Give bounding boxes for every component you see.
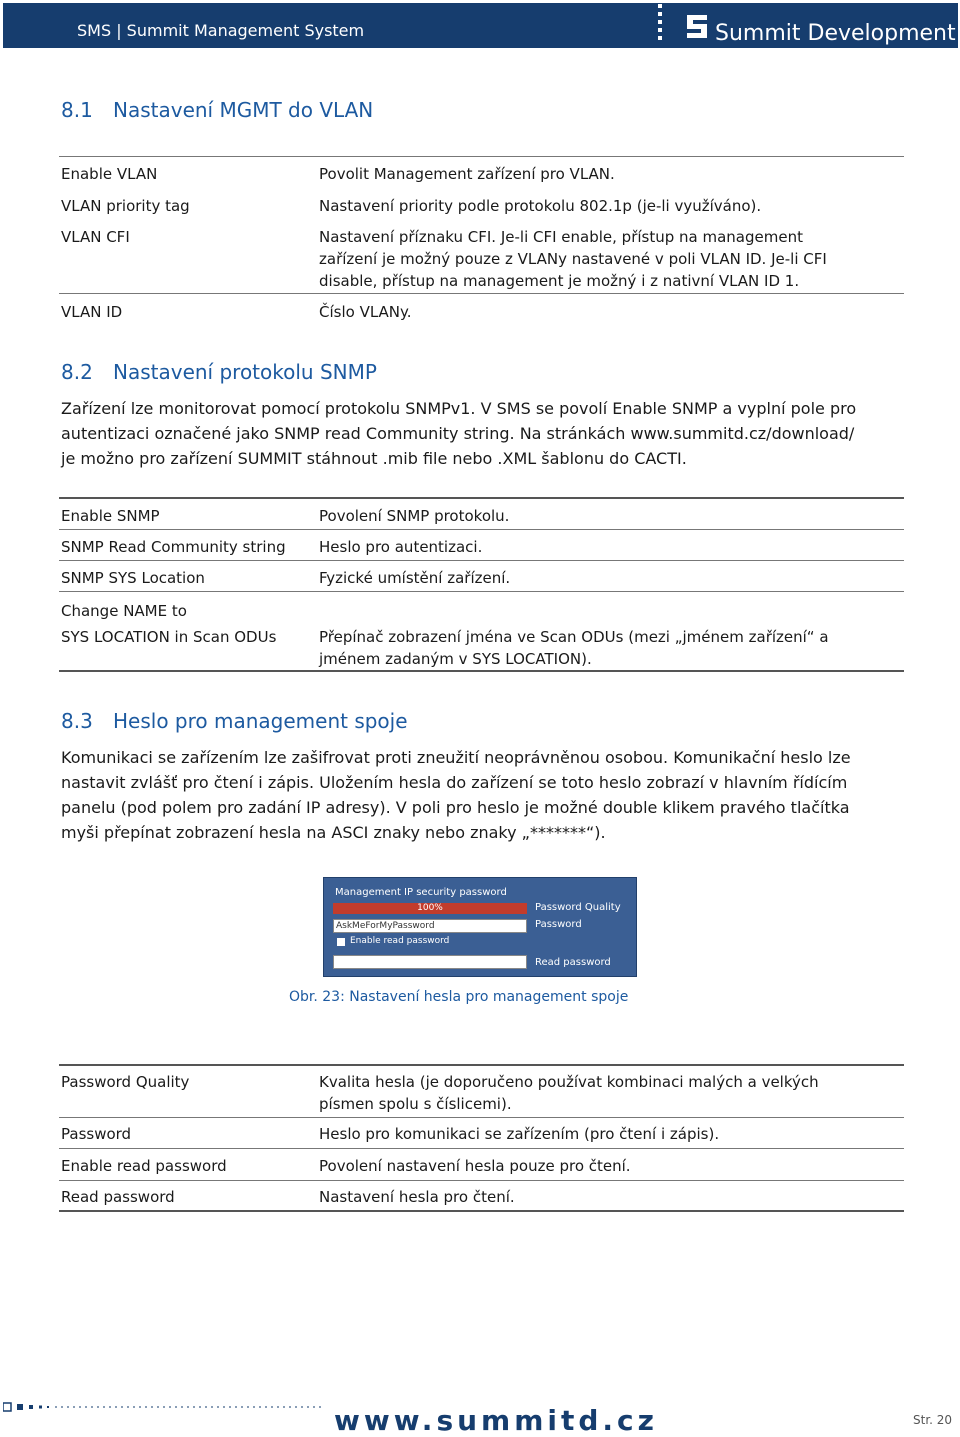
enable-read-password-checkbox[interactable] (337, 938, 345, 946)
row-key: Password (61, 1125, 132, 1143)
row-value-line: disable, přístup na management je možný i z nativní VLAN ID 1. (319, 272, 800, 290)
paragraph-line: Zařízení lze monitorovat pomocí protokolu SNMPv1. V SMS se povolí Enable SNMP a vyplní pole pro (61, 399, 857, 418)
section-8-3-heading (61, 709, 408, 733)
password-label: Password (535, 919, 582, 930)
paragraph-line: panelu (pod polem pro zadání IP adresy). V poli pro heslo je možné double klikem pravého tlačítka (61, 798, 850, 817)
row-value: Povolení SNMP protokolu. (319, 507, 510, 525)
row-value-line: Nastavení příznaku CFI. Je-li CFI enable, přístup na management (319, 228, 803, 246)
section-title: Nastavení protokolu SNMP (113, 360, 377, 384)
section-8-1-heading (61, 98, 373, 122)
paragraph-line: je možno pro zařízení SUMMIT stáhnout .mib file nebo .XML šablonu do CACTI. (61, 449, 687, 468)
row-key: VLAN CFI (61, 228, 130, 246)
paragraph-line: myši přepínat zobrazení hesla na ASCI znaky nebo znaky „*******“). (61, 823, 606, 842)
row-key (61, 600, 276, 648)
page-number: Str. 20 (913, 1413, 953, 1427)
page-header (3, 3, 958, 48)
row-key: Read password (61, 1188, 175, 1206)
read-password-label: Read password (535, 957, 611, 968)
section-8-2-heading (61, 360, 377, 384)
paragraph-line: autentizaci označené jako SNMP read Community string. Na stránkách www.summitd.cz/download/ (61, 424, 855, 443)
row-value: Nastavení priority podle protokolu 802.1p (je-li využíváno). (319, 197, 762, 215)
row-value-line: Kvalita hesla (je doporučeno používat kombinaci malých a velkých (319, 1073, 819, 1091)
row-value-line: písmen spolu s číslicemi). (319, 1095, 512, 1113)
row-key: VLAN ID (61, 303, 123, 321)
password-quality-bar: 100% (333, 903, 527, 914)
row-key: SNMP Read Community string (61, 538, 286, 556)
row-value (319, 226, 899, 292)
table-rule (59, 293, 904, 294)
row-key-line: SYS LOCATION in Scan ODUs (61, 628, 277, 646)
row-key-line: Change NAME to (61, 602, 187, 620)
row-value (319, 626, 899, 670)
section-title: Heslo pro management spoje (113, 709, 408, 733)
read-password-input[interactable] (333, 955, 527, 969)
logo-text: Summit Development (715, 21, 956, 46)
table-rule (59, 1180, 904, 1181)
table-rule (59, 529, 904, 530)
table-rule (59, 560, 904, 561)
password-input[interactable]: AskMeForMyPassword (333, 919, 527, 933)
header-separator-dots (658, 4, 662, 46)
row-key: Password Quality (61, 1073, 190, 1091)
section-number: 8.3 (61, 709, 93, 733)
section-8-3-paragraph (61, 745, 906, 845)
row-value-line: zařízení je možný pouze z VLANy nastavené v poli VLAN ID. Je-li CFI (319, 250, 827, 268)
paragraph-line: nastavit zvlášť pro čtení i zápis. Uložením hesla do zařízení se toto heslo zobrazí v hlavním řídícím (61, 773, 848, 792)
row-value: Číslo VLANy. (319, 303, 412, 321)
row-key: Enable SNMP (61, 507, 160, 525)
row-value-line: jménem zadaným v SYS LOCATION). (319, 650, 592, 668)
row-value: Heslo pro komunikaci se zařízením (pro čtení i zápis). (319, 1125, 720, 1143)
table-rule (59, 591, 904, 592)
row-value: Fyzické umístění zařízení. (319, 569, 511, 587)
row-value: Povolení nastavení hesla pouze pro čtení. (319, 1157, 631, 1175)
row-key: Enable read password (61, 1157, 227, 1175)
row-key: SNMP SYS Location (61, 569, 205, 587)
section-title: Nastavení MGMT do VLAN (113, 98, 374, 122)
table-rule (59, 1117, 904, 1118)
enable-read-password-label: Enable read password (350, 936, 450, 946)
panel-heading: Management IP security password (335, 887, 507, 898)
password-quality-label: Password Quality (535, 902, 621, 913)
table-top-rule (59, 1064, 904, 1066)
section-number: 8.2 (61, 360, 93, 384)
paragraph-line: Komunikaci se zařízením lze zašifrovat proti zneužití neoprávněnou osobou. Komunikační heslo lze (61, 748, 851, 767)
table-rule (59, 1148, 904, 1149)
row-value: Nastavení hesla pro čtení. (319, 1188, 515, 1206)
table-bottom-rule (59, 670, 904, 672)
row-value (319, 1071, 899, 1115)
table-bottom-rule (59, 1210, 904, 1212)
row-value-line: Přepínač zobrazení jména ve Scan ODUs (mezi „jménem zařízení“ a (319, 628, 829, 646)
table-top-rule (59, 156, 904, 157)
section-number: 8.1 (61, 98, 93, 122)
security-password-panel (323, 877, 637, 977)
row-key: Enable VLAN (61, 165, 158, 183)
section-8-2-paragraph (61, 396, 906, 471)
table-top-rule (59, 497, 904, 499)
row-value: Povolit Management zařízení pro VLAN. (319, 165, 615, 183)
header-title: SMS | Summit Management System (77, 21, 365, 40)
footer-url: www.summitd.cz (334, 1404, 658, 1437)
figure-caption: Obr. 23: Nastavení hesla pro management spoje (289, 989, 629, 1005)
row-key: VLAN priority tag (61, 197, 190, 215)
row-value: Heslo pro autentizaci. (319, 538, 483, 556)
summit-logo-icon (683, 11, 711, 41)
